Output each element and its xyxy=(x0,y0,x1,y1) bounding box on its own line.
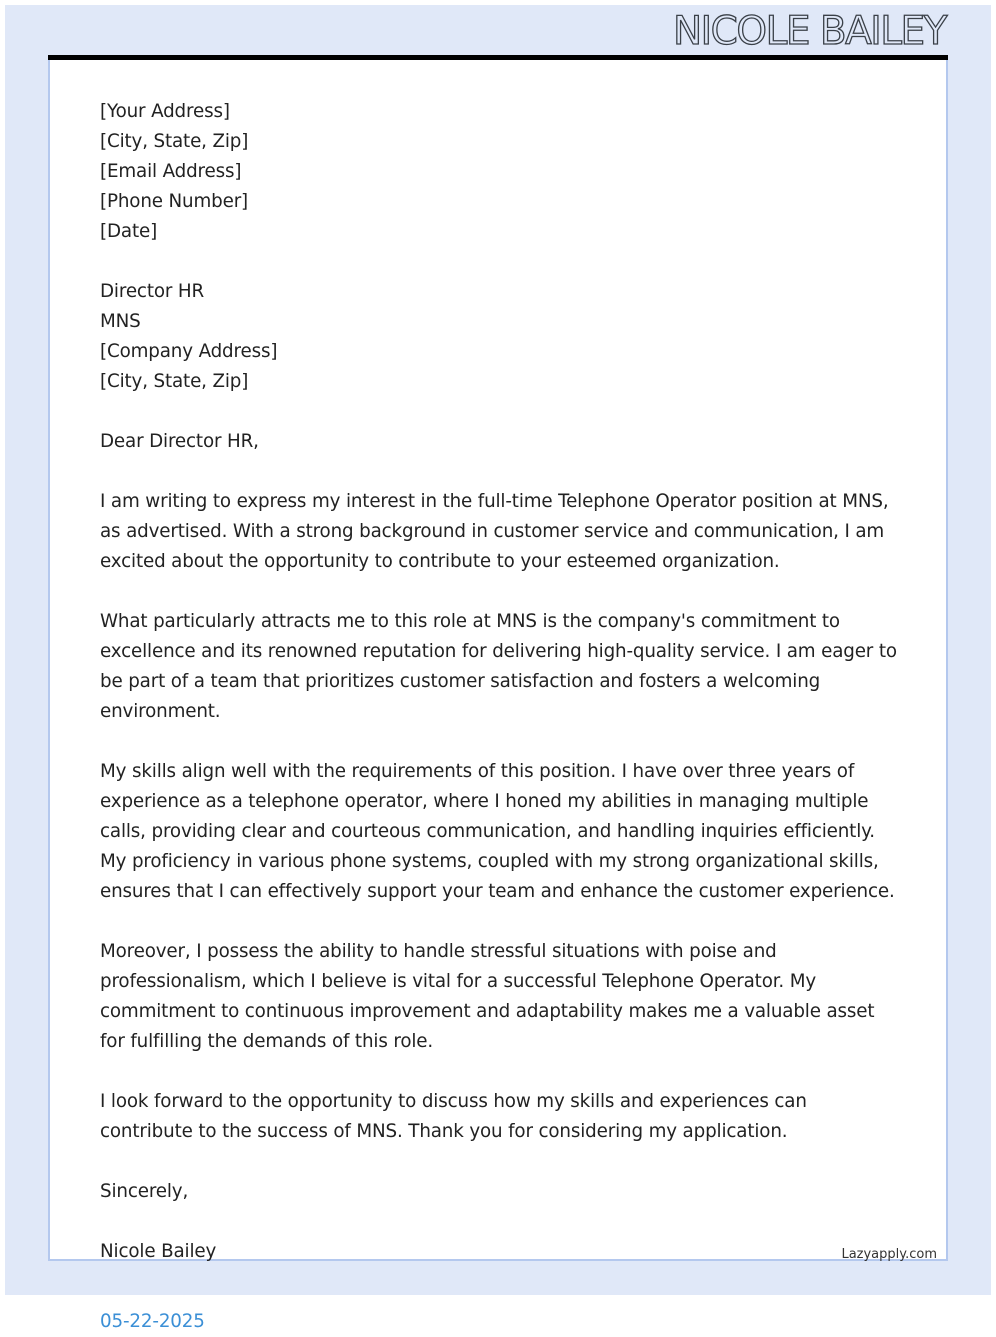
closing-text: Sincerely, xyxy=(100,1181,189,1202)
recipient-block xyxy=(100,277,900,397)
sender-phone: [Phone Number] xyxy=(100,191,249,212)
body-paragraph-3: My skills align well with the requirements of this position. I have over three years of experience as a telephone operator, where I honed my abilities in managing multiple calls, providing clear and courteous communication, and handling inquiries efficiently. My proficiency in various phone systems, coupled with my strong organizational skills, ensures that I can effectively support your team and enhance the customer experience. xyxy=(100,761,895,902)
signature-date: 05-22-2025 xyxy=(100,1311,205,1332)
body-paragraph-5: I look forward to the opportunity to discuss how my skills and experiences can contribute to the success of MNS. Thank you for considering my application. xyxy=(100,1091,807,1142)
cover-letter-body xyxy=(100,97,900,1337)
watermark-link[interactable]: Lazyapply.com xyxy=(841,1247,937,1262)
body-paragraph-4: Moreover, I possess the ability to handle stressful situations with poise and professionalism, which I believe is vital for a successful Telephone Operator. My commitment to continuous improvement and adaptability makes me a valuable asset for fulfilling the demands of this role. xyxy=(100,941,875,1052)
sender-block xyxy=(100,97,900,247)
recipient-title: Director HR xyxy=(100,281,205,302)
sender-date: [Date] xyxy=(100,221,158,242)
body-paragraph-1: I am writing to express my interest in the full-time Telephone Operator position at MNS, as advertised. With a strong background in customer service and communication, I am excited about the opportunity to contribute to your esteemed organization. xyxy=(100,491,889,572)
recipient-address: [Company Address] xyxy=(100,341,278,362)
sender-city-state-zip: [City, State, Zip] xyxy=(100,131,249,152)
recipient-company: MNS xyxy=(100,311,141,332)
recipient-city-state-zip: [City, State, Zip] xyxy=(100,371,249,392)
body-paragraph-2: What particularly attracts me to this role at MNS is the company's commitment to excellence and its renowned reputation for delivering high-quality service. I am eager to be part of a team that prioritizes customer satisfaction and fosters a welcoming environment. xyxy=(100,611,897,722)
applicant-name-header: NICOLE BAILEY xyxy=(673,9,946,54)
closing xyxy=(100,1177,900,1207)
sender-address: [Your Address] xyxy=(100,101,230,122)
salutation-text: Dear Director HR, xyxy=(100,431,259,452)
salutation xyxy=(100,427,900,457)
signature-name: Nicole Bailey xyxy=(100,1241,217,1262)
sender-email: [Email Address] xyxy=(100,161,242,182)
